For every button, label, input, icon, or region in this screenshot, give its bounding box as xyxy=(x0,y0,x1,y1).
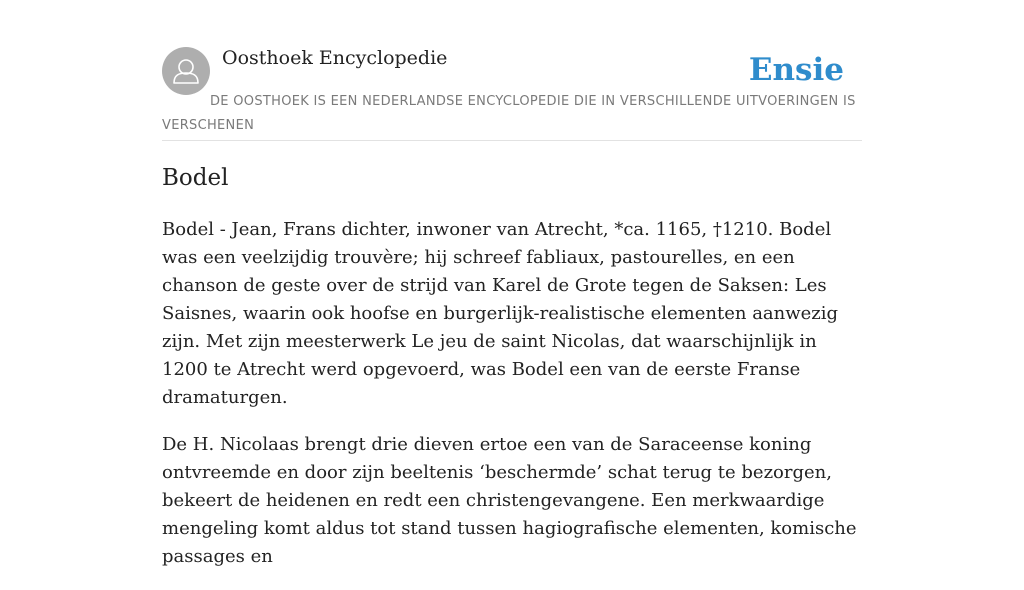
article-paragraph: Bodel - Jean, Frans dichter, inwoner van Atrecht, *ca. 1165, †1210. Bodel was een veelzijdig trouvère; hij schreef fabliaux, pastourelles, en een chanson de geste over de strijd van Karel de Grote tegen de Saksen: Les Saisnes, waarin ook hoofse en burgerlijk-realistische elementen aanwezig zijn. Met zijn meesterwerk Le jeu de saint Nicolas, dat waarschijnlijk in 1200 te Atrecht werd opgevoerd, was Bodel een van de eerste Franse dramaturgen. xyxy=(162,219,839,408)
site-name[interactable]: Oosthoek Encyclopedie xyxy=(222,47,448,69)
article-paragraph: De H. Nicolaas brengt drie dieven ertoe een van de Saraceense koning ontvreemde en door zijn beeltenis ‘beschermde’ schat terug te bezorgen, bekeert de heidenen en redt een christengevangene. Een merkwaardige mengeling komt aldus tot stand tussen hagiografische elementen, komische passages en xyxy=(162,434,857,567)
user-avatar-icon[interactable] xyxy=(162,47,210,95)
article-body xyxy=(162,216,862,590)
site-header xyxy=(162,46,862,141)
site-tagline: DE OOSTHOEK IS EEN NEDERLANDSE ENCYCLOPEDIE DIE IN VERSCHILLENDE UITVOERINGEN IS VERSCHENEN xyxy=(162,94,856,133)
article-title: Bodel xyxy=(162,165,229,191)
user-silhouette-icon xyxy=(162,47,210,95)
brand-logo[interactable]: Ensie xyxy=(748,52,844,88)
